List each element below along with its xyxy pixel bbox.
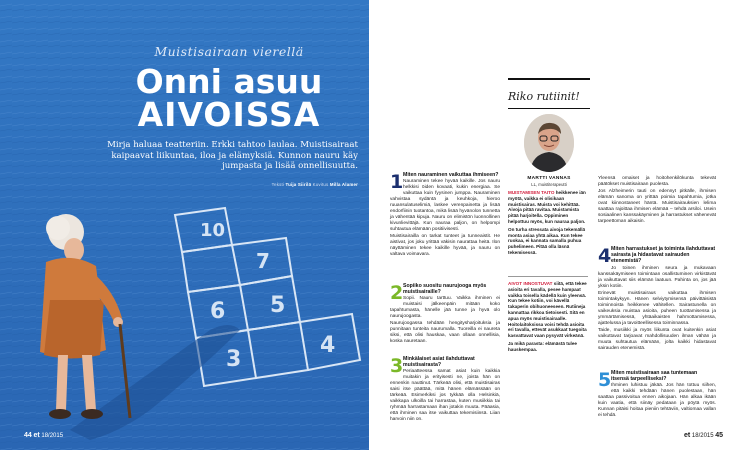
qa-answer: Naurujoogassa tehdään hengitysharjoituksia ja punnitaan tunteita naurumalla. Tuoreilla ei naureta siksi, että olisi hauskaa, vaan ollaan onnellisia, koska nauretaan. (390, 321, 500, 345)
expert-box-title: Riko rutiinit! (508, 90, 580, 103)
folio-left-issue: 18/2015 (41, 433, 64, 439)
expert-portrait (524, 114, 574, 172)
folio-right (684, 432, 723, 439)
qa-number: 2 (390, 282, 404, 304)
tip-brain-text: siitä, että tekee asioita eri tavalla, pesee hampaat vaikka toisella kädellä kuin yleensä. Kun tekee kotiin, voi kävellä takaperin obihuoneeseen. Rutiineja kannattaa rikkoa tietoisesti. Sitä en apua myös muistisairaalle. Hoitolaitoksissa voisi tehdä asioita eri tavalla, ettevät asukkaat tuegoita kasvattavat vaan pysyvät virkeänä. (508, 281, 587, 339)
expert-role: LL, muistiterapeutti (531, 182, 567, 187)
qa-answer: Periaatteessa samat asiat kuin kaikkia muitakin ja erityisesti ne, joista hän on ennenkin nauttinut. Tärkeää olisi, että muistisairas saisi itse päättää, mitä hänen elämässään on tärkeää. Esimerkiksi jos tykkää olla Helsinkiä, vaikkapa ulkoilla tai harrastaa, kuten musiikkia tai ryhmää harrastamaan ihan jotakin muuta. Pääasia, että ihminen saa itse vaikuttaa tekemisiinsä. Liian harvoin niin on. (390, 369, 500, 423)
qa-block-2 (390, 283, 500, 345)
tip-brain-label: AIVOT INNOSTUVAT (508, 281, 553, 286)
qa-answer: Taide, musiikki ja myös liikunta ovat kuitenkin asiat vaikuttavat tarjoavat mahdollisuuden ilman vähän ja muuta suhtautua elämään, jolta kaikki hidastavat sairauden etenemistä. (598, 327, 716, 351)
headline-line-2: AIVOISSA (137, 95, 321, 134)
qa-answer: Muistisairailla on tarkat tunteet ja tunneaistit. He aistivat, jos joku yrittää väkisin naurattaa heitä. Ilon näyttäminen tekee kaikille hyvää, ja nauru on valtava voimavara. (390, 234, 500, 258)
byline-text-label: Teksti (271, 182, 285, 187)
tip-divider (508, 276, 588, 277)
qa-answer: Yleensä omaiset ja hoitohenkilökunta tekevät päätökset muistisairaan puolesta. (598, 176, 716, 187)
svg-text:6: 6 (210, 299, 226, 324)
qa-question: Sopiiko suositu naurujooga myös muistisairaille? (403, 283, 487, 296)
qa-number: 3 (390, 355, 404, 377)
qa-question: Miten harrastukset ja toiminta ilahduttavat sairasta ja hidastavat sairauden etenemistä? (611, 246, 716, 265)
kicker-title: Muistisairaan vierellä (154, 44, 304, 59)
folio-left (24, 432, 63, 439)
qa-block-continued (598, 176, 716, 225)
qa-number: 1 (390, 171, 404, 193)
byline (120, 182, 358, 187)
byline-photo-author: Milla Alamer (329, 182, 358, 187)
tip-memory-more: On turha stressata aivoja tekemällä monta asiaa yhtä aikaa. Kun tekee ruokaa, ei kannata samalla puhua puhelimeen. Pitää olla läsnä tekemisessä. (508, 226, 586, 255)
qa-block-5 (598, 370, 716, 419)
qa-block-1 (390, 172, 500, 258)
headline-line-1: Onni asuu (135, 62, 323, 101)
expert-box-rule (508, 108, 590, 109)
tip-brain (508, 281, 588, 353)
tip-memory-label: MUISTAMISEN TAITO (508, 190, 555, 195)
qa-question: Miten nauraminen vaikuttaa ihmiseen? (403, 172, 499, 178)
svg-text:7: 7 (256, 249, 270, 273)
svg-text:5: 5 (270, 293, 286, 318)
folio-right-issue: 18/2015 (691, 433, 714, 439)
qa-answer: Jo toinen ihminen seura ja mukavaan kanssakäymiseen toimintaan osallistuminen virkistävät ja vaikuttavat siis elämän laatuun. Pahinta on, jos jää yksin kotiin. (598, 265, 716, 289)
qa-answer: Erinevät muistisairaus vaikuttaa ihmisen toimintakykyyn. Hänen selviytymisensä päivittäisistä toiminnoista heikkenee vähitellen. Sairastunella on vaikeuksia muistaa asioita, puheen tuottamisessa ja ymmärtämisessä, yhtäaikaisten hahmottamisessa, ajattelussa ja tavoitteellisessa toiminnassa. (598, 290, 716, 326)
expert-name: MARTTI VANNAS (527, 176, 571, 181)
svg-text:3: 3 (226, 347, 242, 372)
byline-photo-label: Kuvitus (312, 182, 329, 187)
qa-answer: Ihminen luhistuu jäkää. Jos hän tottuu siihen, että kaikki tehdään hänen puolestaan, hän saattaa passivoitua ennen aikojaan. Hän alkaa ikään kuin vaatia, että siinäy pedataan ja pöytä myös. Kunnan pitäisi hoitaa pieniin tehtäviin, valtiomaa vallan ei tehdä. (598, 383, 716, 419)
svg-text:4: 4 (320, 333, 336, 358)
byline-text-author: Tuija Siirilä (285, 182, 312, 187)
folio-right-page: 45 (715, 432, 724, 439)
qa-number: 5 (598, 369, 612, 391)
qa-block-3 (390, 356, 500, 423)
tip-memory (508, 190, 588, 256)
tip-memory-text: heikkenee iän myötä, vaikka ei olisikaan muistisairas. Muista voi kehittää. Aivoja pitää ravitaa. Muistamista pitää harjoitella. Oppiminen helpottuu myös, kun nauraa paljon. (508, 190, 586, 224)
qa-question: Minkälaiset asiat ilahduttavat muistisairasta? (403, 356, 475, 369)
qa-answer: Nauraminen tekee hyvää kaikille. Jos nauru helkkisi öiden kovaati, kukin energiaa. Se vaikuttaa kuin fyysinen jumppa. Nauraminen vahvistaa sydäntä ja keuhkoja, hieroo ruuansulatuselimiä, laskee verenpainetta ja lisää endorfiinin tuotantoa, mikä lisää hyvänolon tunnetta ja vähentää kipuja. Nauru on elimistön luonnollinen kivunlievittäjä. Kun nauraa paljon, on helpompi suhtautua elämään positiivisesti. (390, 179, 500, 233)
folio-left-mag: et (33, 432, 40, 439)
svg-text:10: 10 (200, 220, 226, 241)
qa-block-4 (598, 246, 716, 352)
lead-paragraph: Mirja haluaa teatteriin. Erkki tahtoo laulaa. Muistisairaat kaipaavat liikuntaa, iloa ja elämyksiä. Kunnon nauru käy jumpasta ja lisää onnellisuutta. (107, 140, 358, 172)
folio-left-page: 44 (24, 432, 32, 439)
qa-answer: Sopii. Nauru tarttuu. Vaikka ihminen ei muistaisi jälkeenpäin mitään koko tapahtumasta, hänelle jää tunne ja hyvä olo naurujoogasta. (390, 296, 500, 320)
tip-brain-more: Ja mikä parasta: elämästä tulee hauskempaa. (508, 340, 577, 352)
qa-answer: Jos Alzheimerin tauti on edennyt pitkälle, ihmisen elämän sanoma on yrittää poimia tapahtumia, jotka ovat kiinnostaneet häntä. Muistisairauksien lelima saattaa rajoittaa ihmisen elämää – tehdä arsiloi. Usein sosiaalinen kanssakäyminen ja harrastukset vähenevät tarpeettoman aikaisin. (598, 189, 716, 224)
folio-right-mag: et (684, 432, 691, 439)
expert-box-top-rule (508, 78, 590, 80)
qa-question: Miten muistisairaan saa tuntemaan itsensä tarpeelliseksi? (611, 370, 698, 383)
qa-number: 4 (598, 245, 612, 267)
